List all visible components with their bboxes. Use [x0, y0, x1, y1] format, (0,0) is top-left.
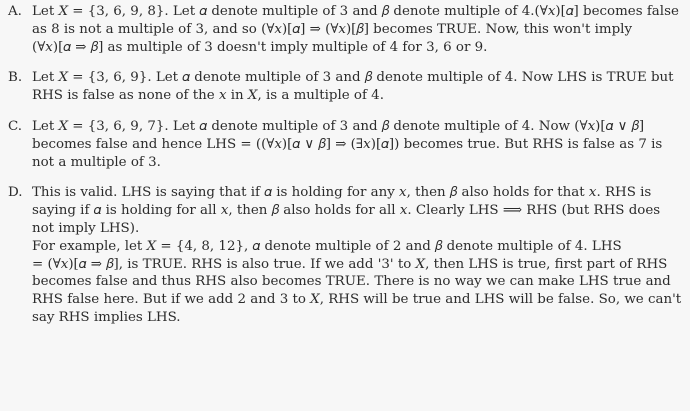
option-text: [32, 3, 682, 56]
text-line: This is valid. LHS is saying that if 𝛼 is holding for any 𝑥, then 𝛽 also holds for that 𝑥. RHS is: [32, 185, 652, 201]
option-a: [8, 3, 682, 56]
option-text: [32, 69, 682, 105]
text-line: RHS false here. But if we add 2 and 3 to 𝑋, RHS will be true and LHS will be false. So, we can't: [32, 292, 682, 308]
option-b: [8, 69, 682, 105]
text-line: = (∀𝑥)[𝛼 ⇒ 𝛽], is TRUE. RHS is also true. If we add '3' to 𝑋, then LHS is true, first part of RHS: [32, 256, 668, 272]
option-text: [32, 118, 682, 171]
text-line: as 8 is not a multiple of 3, and so (∀𝑥)[𝛼] ⇒ (∀𝑥)[𝛽] becomes TRUE. Now, this won't imply: [32, 21, 633, 37]
text-line: Let 𝑋 = {3, 6, 9}. Let 𝛼 denote multiple of 3 and 𝛽 denote multiple of 4. Now LHS is TRUE but: [32, 70, 674, 86]
option-c: [8, 118, 682, 171]
option-letter: B.: [8, 70, 23, 86]
option-letter: C.: [8, 118, 23, 134]
text-line: (∀𝑥)[𝛼 ⇒ 𝛽] as multiple of 3 doesn't imply multiple of 4 for 3, 6 or 9.: [32, 39, 488, 55]
option-letter: D.: [8, 185, 23, 201]
text-line: becomes false and thus RHS also becomes TRUE. There is no way we can make LHS true and: [32, 274, 671, 290]
text-line: not a multiple of 3.: [32, 154, 161, 170]
text-line: say RHS implies LHS.: [32, 309, 181, 325]
text-line: RHS is false as none of the 𝑥 in 𝑋, is a multiple of 4.: [32, 88, 384, 104]
option-d: [8, 184, 682, 326]
text-line: not imply LHS).: [32, 220, 140, 236]
text-line: saying if 𝛼 is holding for all 𝑥, then 𝛽 also holds for all 𝑥. Clearly LHS ⟹ RHS (but RHS does: [32, 203, 661, 219]
option-letter: A.: [8, 4, 22, 19]
text-line: Let 𝑋 = {3, 6, 9, 7}. Let 𝛼 denote multiple of 3 and 𝛽 denote multiple of 4. Now (∀𝑥)[𝛼 ∨ 𝛽]: [32, 118, 645, 134]
text-line: For example, let 𝑋 = {4, 8, 12}, 𝛼 denote multiple of 2 and 𝛽 denote multiple of 4. LHS: [32, 238, 622, 254]
text-line: Let 𝑋 = {3, 6, 9, 8}. Let 𝛼 denote multiple of 3 and 𝛽 denote multiple of 4.(∀𝑥)[𝛼] becomes false: [32, 4, 679, 19]
option-text: [32, 184, 682, 326]
text-line: becomes false and hence LHS = ((∀𝑥)[𝛼 ∨ 𝛽] ⇒ (∃𝑥)[𝛼]) becomes true. But RHS is false as 7 is: [32, 136, 663, 152]
